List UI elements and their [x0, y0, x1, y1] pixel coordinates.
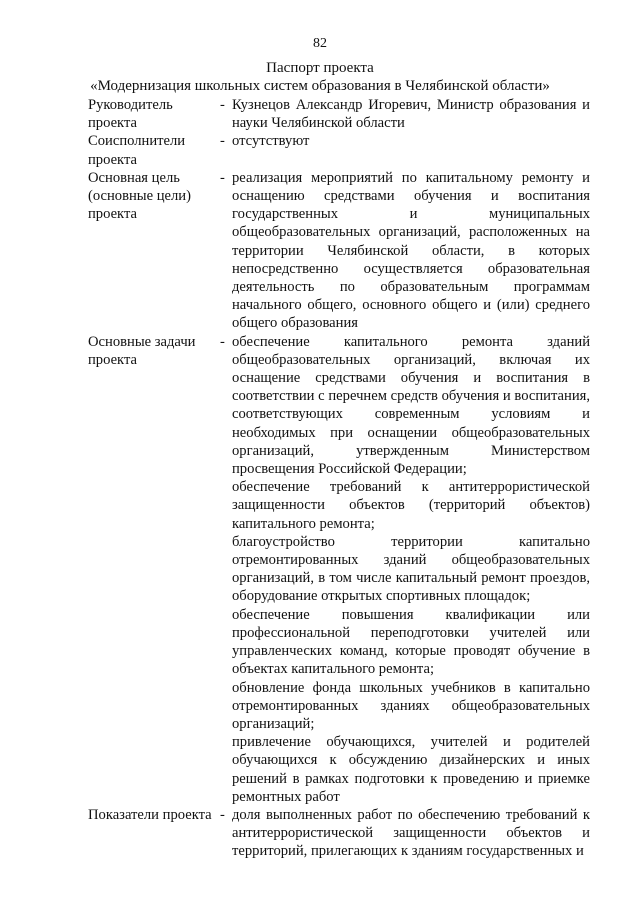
row-dash: -	[220, 133, 225, 150]
row-dash: -	[220, 169, 225, 186]
row-paragraph: обеспечение повышения квалификации или профессиональной переподготовки учителей или управленческих команд, которые проводят обучение в объектах капитального ремонта;	[232, 606, 590, 678]
passport-row-tasks	[88, 333, 590, 806]
row-value	[232, 806, 590, 861]
row-paragraph: обеспечение капитального ремонта зданий общеобразовательных организаций, включая их оснащение средствами обучения и воспитания в соответствии с перечнем средств обучения и воспитания, соответствующих современным условиям и необходимых при оснащении общеобразовательных организаций, утвержденным Министерством просвещения Российской Федерации;	[232, 333, 590, 478]
row-paragraph: отсутствуют	[232, 133, 310, 150]
passport-table	[88, 96, 590, 861]
row-paragraph: доля выполненных работ по обеспечению требований к антитеррористической защищенности объектов и территорий, прилегающих к зданиям государственных и	[232, 806, 590, 860]
row-label: Соисполнители проекта	[88, 133, 186, 168]
row-value	[232, 333, 590, 806]
document-title: Паспорт проекта	[266, 60, 374, 76]
row-paragraph: благоустройство территории капитально отремонтированных зданий общеобразовательных организаций, в том числе капитальный ремонт проездов, оборудование открытых спортивных площадок;	[232, 533, 590, 605]
page-number: 82	[313, 36, 327, 51]
row-label: Показатели проекта	[88, 806, 212, 823]
row-paragraph: обновление фонда школьных учебников в капитально отремонтированных зданиях общеобразовательных организаций;	[232, 679, 590, 732]
row-paragraph: реализация мероприятий по капитальному ремонту и оснащению средствами обучения и воспитания государственных и муниципальных общеобразовательных организаций, расположенных на территории Челябинской области, в которых непосредственно осуществляется образовательная деятельность по образовательным программам начального общего, основного общего и (или) среднего общего образования	[232, 169, 590, 332]
row-dash: -	[220, 806, 225, 823]
row-dash: -	[220, 333, 225, 350]
row-paragraph: привлечение обучающихся, учителей и родителей обучающихся к обсуждению дизайнерских и иных решений в рамках подготовки к проведению и приемке ремонтных работ	[232, 734, 590, 805]
row-label: Основные задачи проекта	[88, 333, 196, 368]
project-name: «Модернизация школьных систем образования в Челябинской области»	[90, 78, 550, 94]
row-value	[232, 96, 590, 132]
row-value	[232, 132, 590, 150]
row-paragraph: обеспечение требований к антитеррористической защищенности объектов (территорий объектов) капитального ремонта;	[232, 479, 590, 532]
row-paragraph: Кузнецов Александр Игоревич, Министр образования и науки Челябинской области	[232, 97, 590, 132]
row-label: Основная цель (основные цели) проекта	[88, 169, 191, 223]
passport-row-coexecutors	[88, 132, 590, 168]
passport-row-head	[88, 96, 590, 132]
row-dash: -	[220, 97, 225, 113]
row-value	[232, 169, 590, 333]
row-label: Руководитель проекта	[88, 97, 173, 132]
passport-row-indicators	[88, 806, 590, 861]
passport-row-goal	[88, 169, 590, 333]
